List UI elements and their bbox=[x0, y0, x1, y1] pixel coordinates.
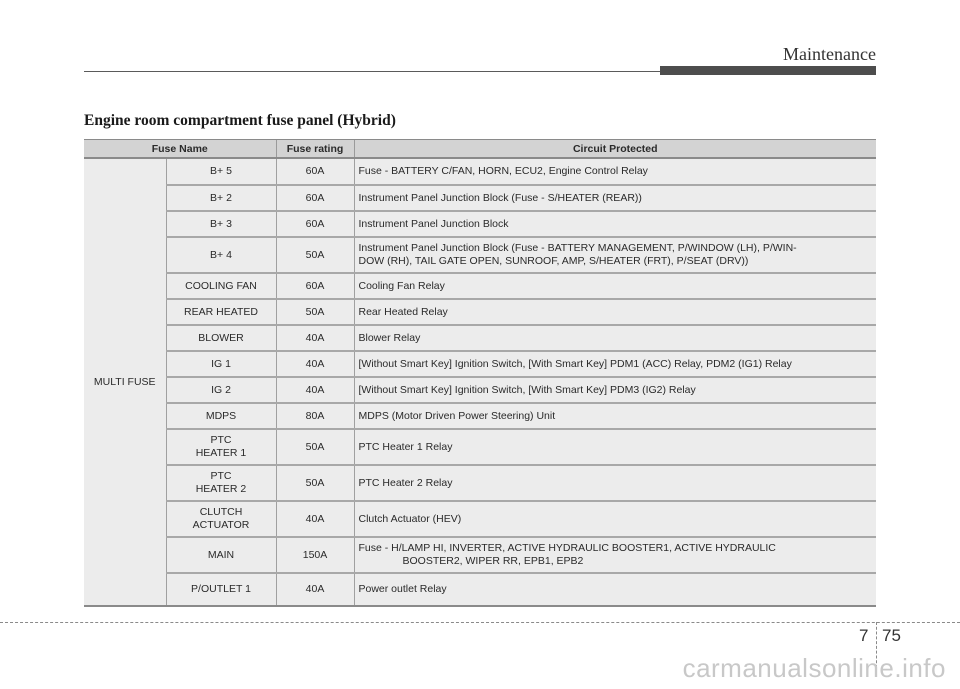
table-row bbox=[84, 158, 876, 185]
fuse-table bbox=[84, 139, 876, 607]
fuse-rating: 50A bbox=[276, 299, 354, 325]
fuse-name: MAIN bbox=[166, 537, 276, 573]
fuse-name bbox=[166, 501, 276, 537]
circuit-protected: Instrument Panel Junction Block bbox=[354, 211, 876, 237]
fuse-rating: 40A bbox=[276, 351, 354, 377]
circuit-line: Fuse - H/LAMP HI, INVERTER, ACTIVE HYDRAULIC BOOSTER1, ACTIVE HYDRAULIC bbox=[358, 542, 776, 554]
fuse-rating: 50A bbox=[276, 237, 354, 273]
fuse-name-line: HEATER 1 bbox=[195, 447, 247, 459]
fuse-name-line: HEATER 2 bbox=[195, 483, 247, 495]
fuse-name-line: CLUTCH bbox=[199, 506, 243, 518]
circuit-protected: MDPS (Motor Driven Power Steering) Unit bbox=[354, 403, 876, 429]
fuse-rating: 50A bbox=[276, 429, 354, 465]
fuse-rating: 60A bbox=[276, 273, 354, 299]
table-row bbox=[84, 299, 876, 325]
footer-rule bbox=[0, 622, 960, 623]
circuit-protected: PTC Heater 2 Relay bbox=[354, 465, 876, 501]
table-row bbox=[84, 465, 876, 501]
fuse-rating: 40A bbox=[276, 573, 354, 606]
column-header-fuse-rating: Fuse rating bbox=[276, 140, 354, 159]
fuse-name-line: PTC bbox=[210, 470, 232, 482]
circuit-protected: [Without Smart Key] Ignition Switch, [With Smart Key] PDM1 (ACC) Relay, PDM2 (IG1) Relay bbox=[354, 351, 876, 377]
table-row bbox=[84, 273, 876, 299]
fuse-name-line: PTC bbox=[210, 434, 232, 446]
fuse-name bbox=[166, 465, 276, 501]
fuse-name: COOLING FAN bbox=[166, 273, 276, 299]
table-row bbox=[84, 185, 876, 211]
column-header-circuit: Circuit Protected bbox=[354, 140, 876, 159]
fuse-rating: 150A bbox=[276, 537, 354, 573]
fuse-rating: 40A bbox=[276, 325, 354, 351]
fuse-name: B+ 2 bbox=[166, 185, 276, 211]
table-row bbox=[84, 573, 876, 606]
circuit-line: DOW (RH), TAIL GATE OPEN, SUNROOF, AMP, S/HEATER (FRT), P/SEAT (DRV)) bbox=[358, 255, 749, 267]
table-row bbox=[84, 211, 876, 237]
fuse-rating: 40A bbox=[276, 377, 354, 403]
table-header-row bbox=[84, 140, 876, 159]
table-row bbox=[84, 537, 876, 573]
table-row bbox=[84, 351, 876, 377]
table-row bbox=[84, 377, 876, 403]
circuit-protected bbox=[354, 237, 876, 273]
circuit-protected: Power outlet Relay bbox=[354, 573, 876, 606]
header-rule-accent bbox=[660, 66, 876, 75]
page-title: Engine room compartment fuse panel (Hybrid) bbox=[84, 112, 396, 129]
column-header-fuse-name: Fuse Name bbox=[84, 140, 276, 159]
circuit-protected: Clutch Actuator (HEV) bbox=[354, 501, 876, 537]
table-row bbox=[84, 429, 876, 465]
fuse-rating: 40A bbox=[276, 501, 354, 537]
circuit-protected: Blower Relay bbox=[354, 325, 876, 351]
circuit-protected: Cooling Fan Relay bbox=[354, 273, 876, 299]
circuit-protected bbox=[354, 537, 876, 573]
fuse-name: BLOWER bbox=[166, 325, 276, 351]
circuit-line: BOOSTER2, WIPER RR, EPB1, EPB2 bbox=[402, 555, 584, 567]
fuse-name: IG 2 bbox=[166, 377, 276, 403]
fuse-name: P/OUTLET 1 bbox=[166, 573, 276, 606]
circuit-protected: [Without Smart Key] Ignition Switch, [With Smart Key] PDM3 (IG2) Relay bbox=[354, 377, 876, 403]
circuit-protected: Rear Heated Relay bbox=[354, 299, 876, 325]
table-row bbox=[84, 501, 876, 537]
fuse-name bbox=[166, 429, 276, 465]
fuse-name: IG 1 bbox=[166, 351, 276, 377]
circuit-protected: PTC Heater 1 Relay bbox=[354, 429, 876, 465]
header-rule bbox=[84, 71, 660, 72]
fuse-name: B+ 4 bbox=[166, 237, 276, 273]
fuse-name: MDPS bbox=[166, 403, 276, 429]
fuse-name-line: ACTUATOR bbox=[192, 519, 250, 531]
table-row bbox=[84, 403, 876, 429]
section-title: Maintenance bbox=[783, 44, 876, 64]
fuse-rating: 80A bbox=[276, 403, 354, 429]
fuse-rating: 60A bbox=[276, 158, 354, 185]
fuse-rating: 50A bbox=[276, 465, 354, 501]
circuit-line: Instrument Panel Junction Block (Fuse - BATTERY MANAGEMENT, P/WINDOW (LH), P/WIN- bbox=[358, 242, 797, 254]
watermark: carmanualsonline.info bbox=[682, 653, 946, 683]
chapter-number: 7 bbox=[859, 626, 869, 645]
table-row bbox=[84, 325, 876, 351]
fuse-rating: 60A bbox=[276, 185, 354, 211]
circuit-protected: Fuse - BATTERY C/FAN, HORN, ECU2, Engine Control Relay bbox=[354, 158, 876, 185]
circuit-protected: Instrument Panel Junction Block (Fuse - S/HEATER (REAR)) bbox=[354, 185, 876, 211]
fuse-rating: 60A bbox=[276, 211, 354, 237]
page-number: 75 bbox=[882, 626, 901, 645]
fuse-name: REAR HEATED bbox=[166, 299, 276, 325]
fuse-name: B+ 5 bbox=[166, 158, 276, 185]
group-label: MULTI FUSE bbox=[84, 158, 166, 606]
fuse-name: B+ 3 bbox=[166, 211, 276, 237]
table-row bbox=[84, 237, 876, 273]
